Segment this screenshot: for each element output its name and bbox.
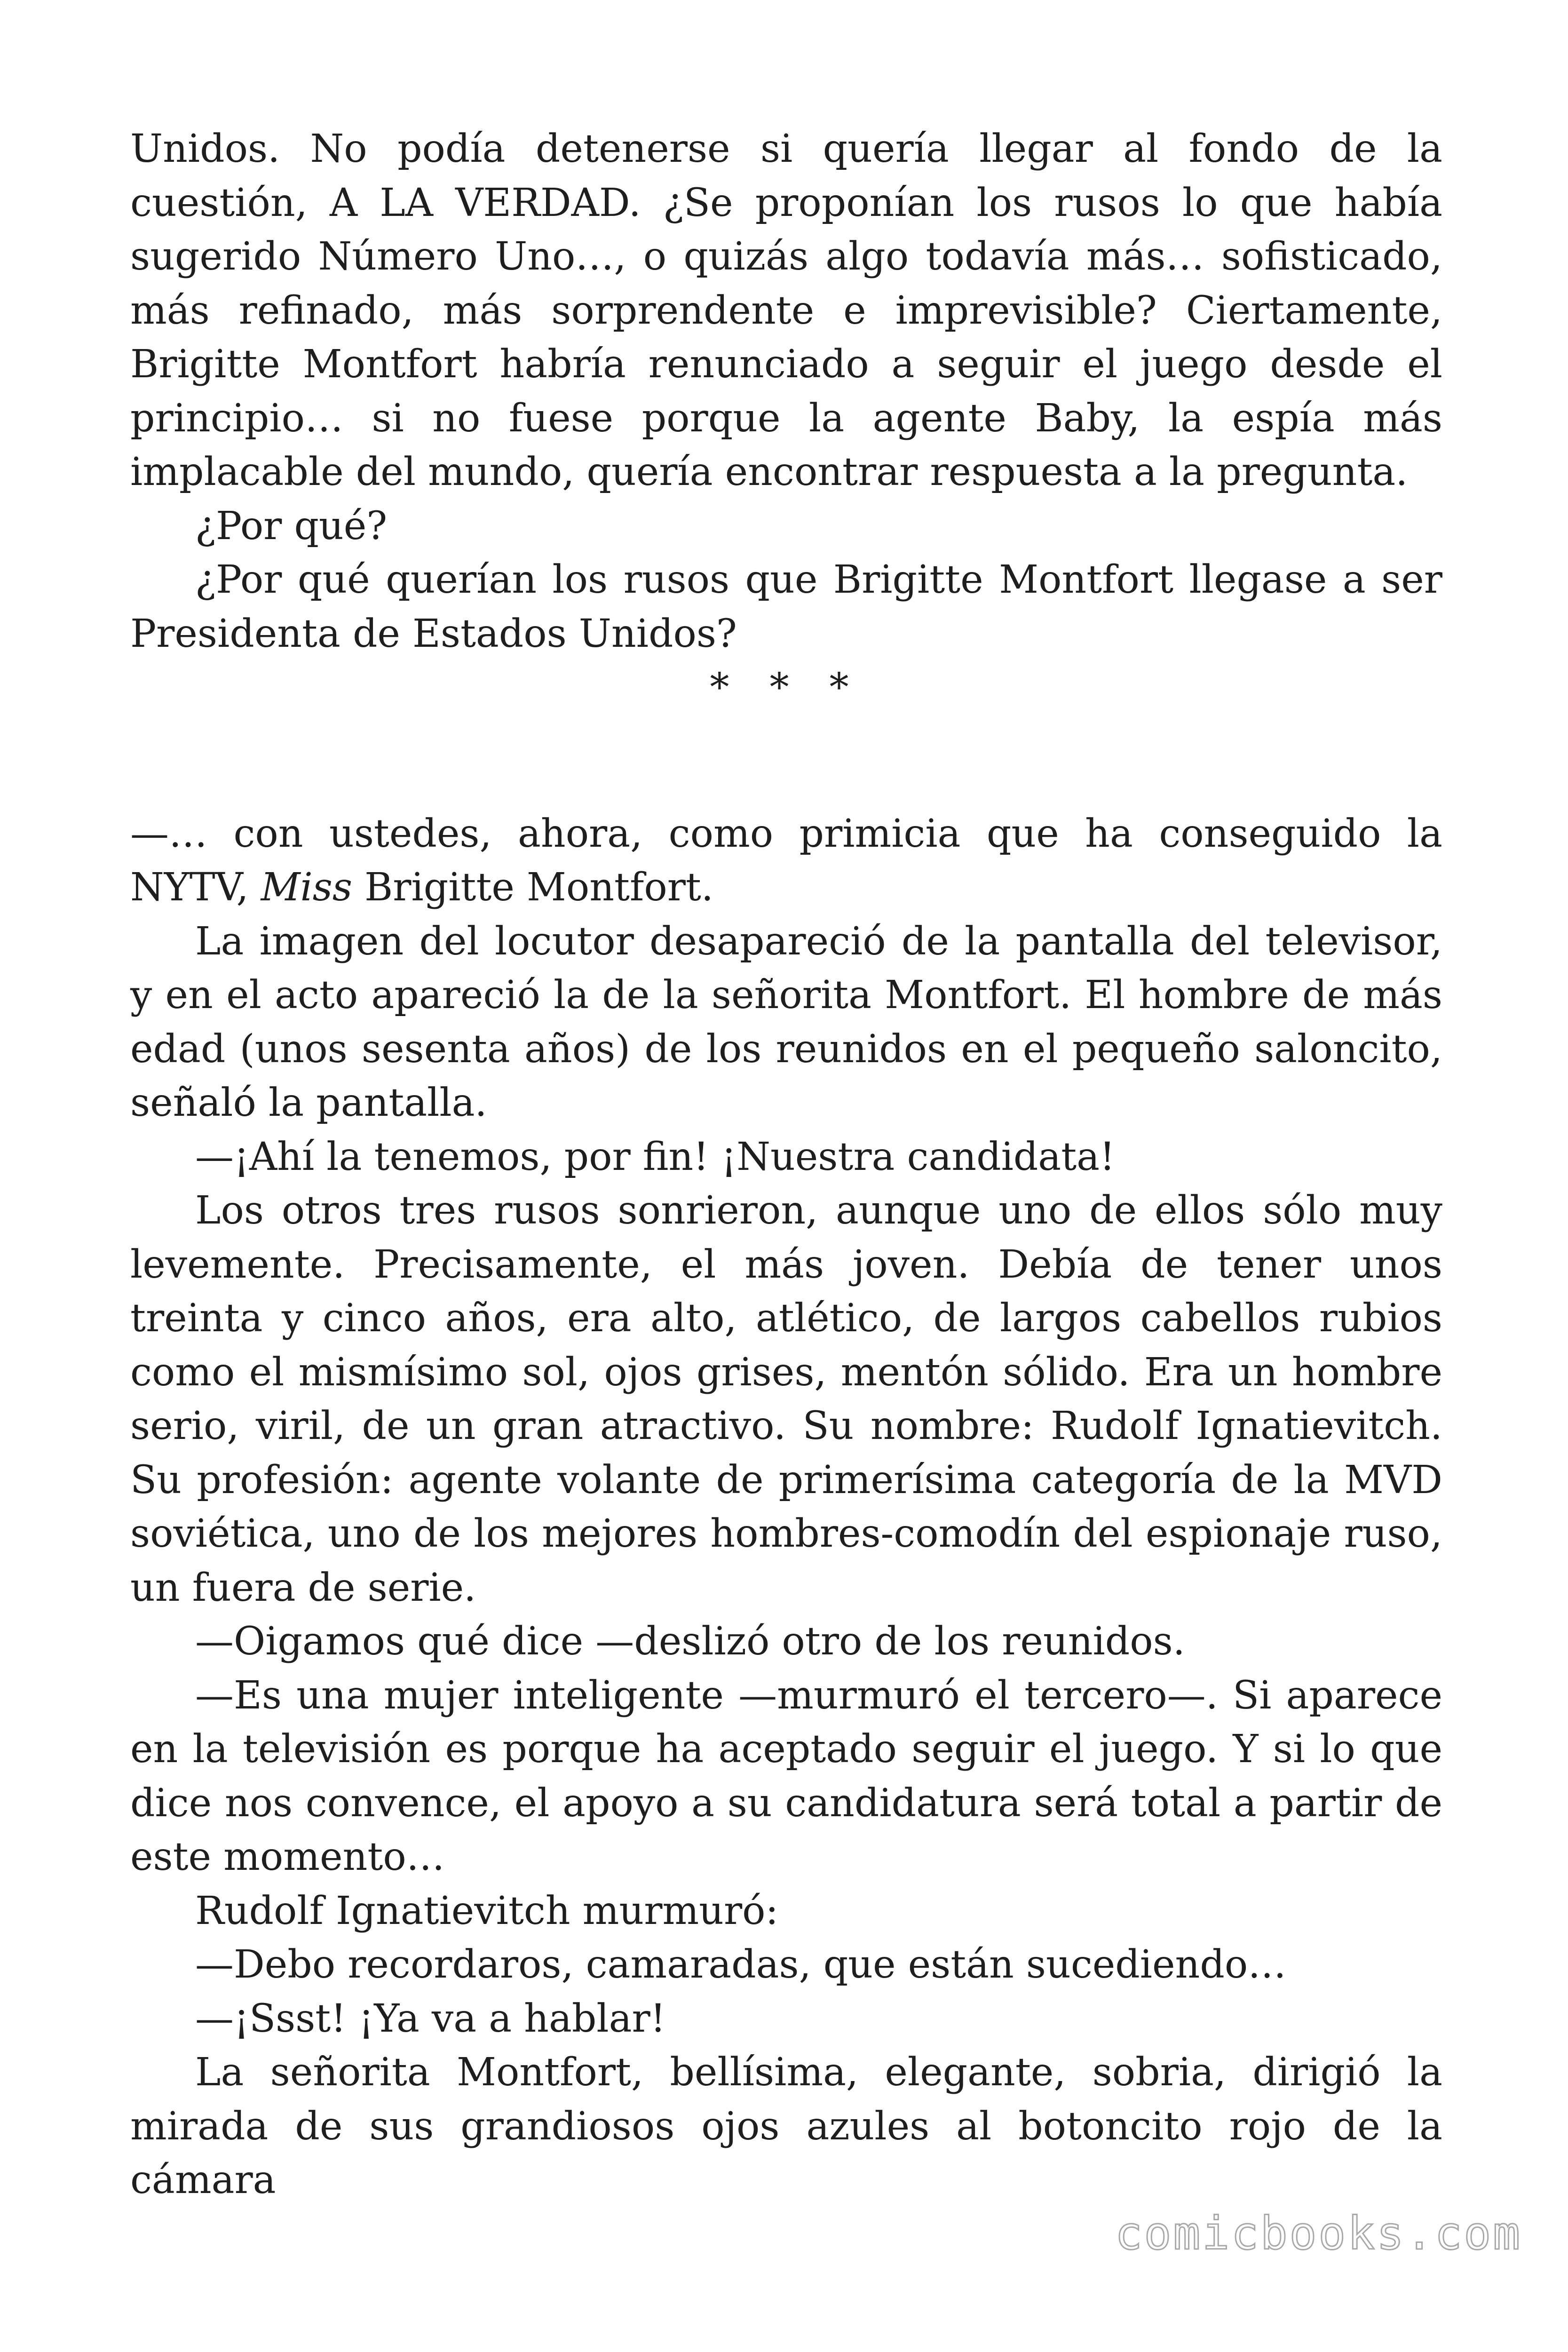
announcer-name: Brigitte Montfort.: [352, 865, 713, 910]
section-separator: * * *: [710, 665, 863, 710]
watermark-logo: comicbooks.com: [1115, 2207, 1522, 2260]
paragraph-russians: Los otros tres rusos sonrieron, aunque uno de ellos sólo muy levemente. Precisamente, el más joven. Debía de tener unos treinta y cinco años, era alto, atlético, de largos cabellos rubios como el mismísimo sol, ojos grises, mentón sólido. Era un hombre serio, viril, de un gran atractivo. Su nombre: Rudolf Ignatievitch. Su profesión: agente volante de primerísima categoría de la MVD soviética, uno de los mejores hombres-comodín del espionaje ruso, un fuera de serie.: [130, 1188, 1442, 1610]
paragraph-dialogue-ssst: —¡Ssst! ¡Ya va a hablar!: [195, 1996, 666, 2041]
paragraph-dialogue-intelligent: —Es una mujer inteligente —murmuró el tercero—. Si aparece en la televisión es porque ha aceptado seguir el juego. Y si lo que dice nos convence, el apoyo a su candidatura será total a partir de este momento…: [130, 1673, 1442, 1879]
paragraph-question-long: ¿Por qué querían los rusos que Brigitte Montfort llegase a ser Presidenta de Estados Unidos?: [130, 557, 1442, 656]
paragraph-rudolf-murmur: Rudolf Ignatievitch murmuró:: [195, 1888, 779, 1933]
paragraph-question-short: ¿Por qué?: [195, 503, 388, 548]
book-page: [130, 122, 1442, 2208]
paragraph-tv-image: La imagen del locutor desapareció de la pantalla del televisor, y en el acto apareció la de la señorita Montfort. El hombre de más edad (unos sesenta años) de los reunidos en el pequeño saloncito, señaló la pantalla.: [130, 919, 1442, 1125]
miss-italic: Miss: [261, 865, 352, 910]
paragraph-dialogue-remind: —Debo recordaros, camaradas, que están sucediendo…: [195, 1942, 1287, 1987]
announcer-text: —… con ustedes, ahora, como primicia que ha conseguido la NYTV,: [130, 811, 1442, 910]
paragraph-announcer: [130, 807, 1442, 915]
paragraph-continuation: Unidos. No podía detenerse si quería llegar al fondo de la cuestión, A LA VERDAD. ¿Se proponían los rusos lo que había sugerido Número Uno…, o quizás algo todavía más… sofisticado, más refinado, más sorprendente e imprevisible? Ciertamente, Brigitte Montfort habría renunciado a seguir el juego desde el principio… si no fuese porque la agente Baby, la espía más implacable del mundo, quería encontrar respuesta a la pregunta.: [130, 127, 1442, 494]
paragraph-dialogue-candidate: —¡Ahí la tenemos, por fin! ¡Nuestra candidata!: [195, 1134, 1115, 1179]
paragraph-dialogue-listen: —Oigamos qué dice —deslizó otro de los reunidos.: [195, 1619, 1185, 1664]
paragraph-montfort-gaze: La señorita Montfort, bellísima, elegante, sobria, dirigió la mirada de sus grandiosos ojos azules al botoncito rojo de la cámara: [130, 2050, 1442, 2202]
